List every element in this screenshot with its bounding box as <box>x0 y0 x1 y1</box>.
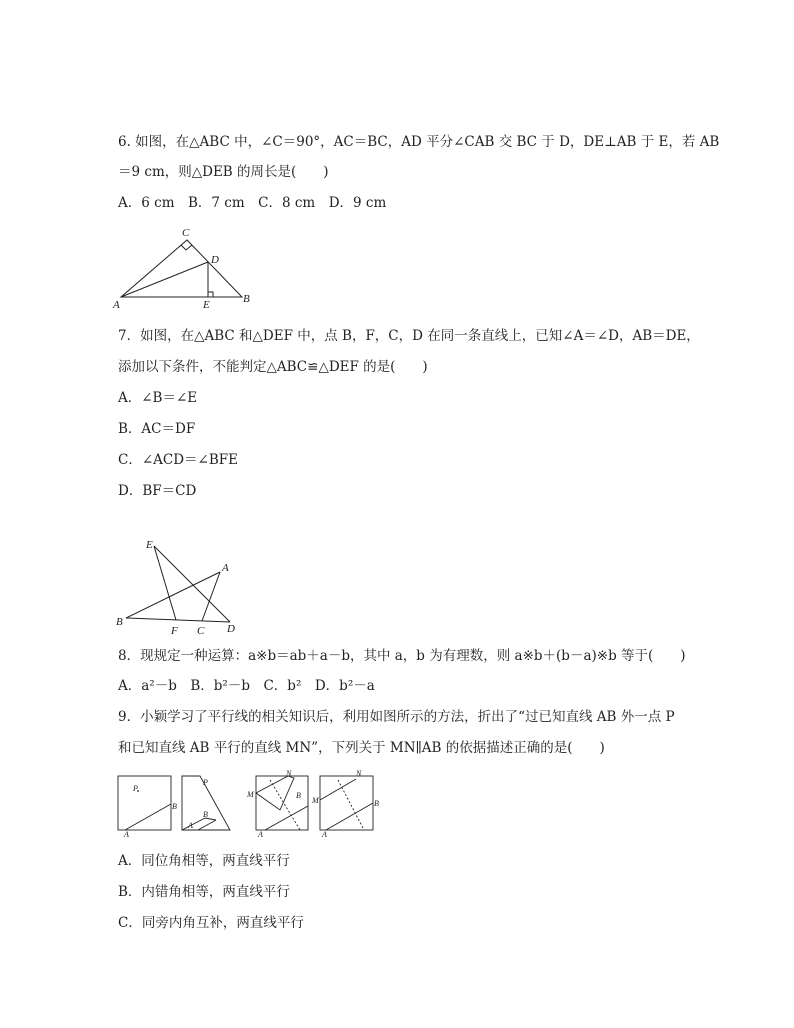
q7-label-b: B <box>116 616 123 628</box>
q7-label-c: C <box>197 625 205 637</box>
q9-panel1-label-a: A <box>124 830 129 839</box>
q9-option-c: C．同旁内角互补，两直线平行 <box>118 915 304 931</box>
q9-option-b: B．内错角相等，两直线平行 <box>118 884 290 900</box>
q9-folding-figure <box>110 770 395 842</box>
q9-panel1-label-p: P <box>133 784 138 793</box>
q8-stem: 8．现规定一种运算：a※b＝ab＋a－b，其中 a，b 为有理数，则 a※b＋(b－a)※b 等于( ) <box>118 648 686 664</box>
q6-stem-line1: 6. 如图，在△ABC 中，∠C＝90°，AC＝BC，AD 平分∠CAB 交 BC 于 D，DE⊥AB 于 E，若 AB <box>118 134 720 150</box>
q9-panel4-label-m: M <box>312 796 319 805</box>
q7-label-a: A <box>222 562 229 574</box>
q7-option-b: B．AC＝DF <box>118 421 196 437</box>
q9-panel2-label-b: B <box>203 810 208 819</box>
q7-stem-line2: 添加以下条件，不能判定△ABC≌△DEF 的是( ) <box>118 359 428 375</box>
q6-label-e: E <box>203 299 210 311</box>
q6-label-b: B <box>243 293 250 305</box>
q9-panel4-label-b: B <box>374 799 379 808</box>
q7-label-d: D <box>227 623 235 635</box>
q6-label-c: C <box>182 227 190 239</box>
q6-label-d: D <box>211 254 219 266</box>
q9-stem-line1: 9．小颖学习了平行线的相关知识后，利用如图所示的方法，折出了“过已知直线 AB 外一点 P <box>118 709 675 725</box>
q8-options: A．a²－b B．b²－b C．b² D．b²－a <box>118 678 375 694</box>
q7-label-e: E <box>146 539 153 551</box>
q9-panel4-label-a: A <box>322 830 327 839</box>
q9-panel2-label-p: P <box>203 778 208 787</box>
q9-stem-line2: 和已知直线 AB 平行的直线 MN”，下列关于 MN∥AB 的依据描述正确的是( ) <box>118 740 605 756</box>
q9-panel3-label-n: N <box>286 770 292 778</box>
q6-stem-line2: ＝9 cm，则△DEB 的周长是( ) <box>118 164 329 180</box>
q7-option-a: A．∠B＝∠E <box>118 390 198 406</box>
q9-option-a: A．同位角相等，两直线平行 <box>118 853 290 869</box>
q7-stem-line1: 7．如图，在△ABC 和△DEF 中，点 B，F，C，D 在同一条直线上，已知∠A＝∠D，AB＝DE， <box>118 328 700 344</box>
q6-label-a: A <box>113 299 120 311</box>
q9-panel3-label-m: M <box>247 790 254 799</box>
q6-triangle-figure <box>110 222 260 312</box>
q7-option-d: D．BF＝CD <box>118 483 197 499</box>
q7-option-c: C．∠ACD＝∠BFE <box>118 452 238 468</box>
q9-panel4-label-n: N <box>356 770 362 778</box>
q9-panel3-label-b: B <box>296 791 301 800</box>
q7-label-f: F <box>171 625 178 637</box>
q7-triangles-figure <box>110 532 250 638</box>
q9-panel1-label-b: B <box>172 802 177 811</box>
q6-options: A．6 cm B．7 cm C．8 cm D．9 cm <box>118 195 387 211</box>
q9-panel2-label-a: A <box>188 821 193 830</box>
q9-panel3-label-a: A <box>258 830 263 839</box>
